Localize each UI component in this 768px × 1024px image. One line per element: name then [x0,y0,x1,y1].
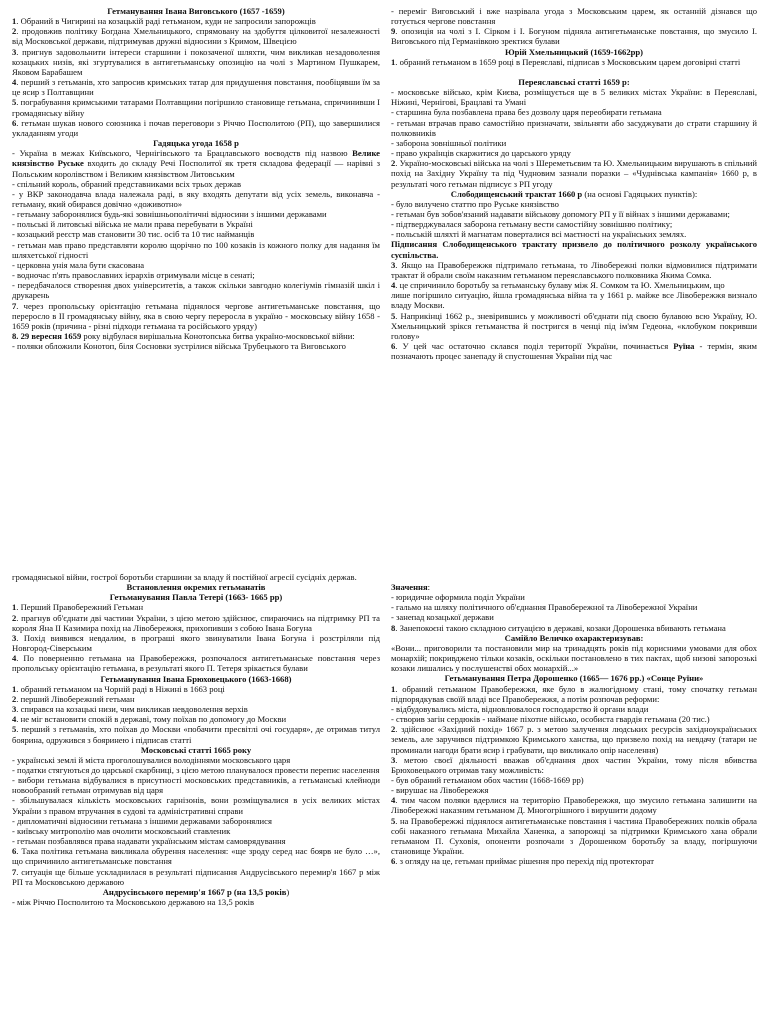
page-two-right-column [391,572,757,1024]
section-heading: Гетьманування Павла Тетері (1663- 1665 рр) [109,592,283,603]
item-text: . Якщо на Правобережжя підтримало гетьмана, то Лівобережні полки відмовилися підтримати трактат й обрали своїм наказним гетьманом переяславського полковника Якима Сомка. [391,259,757,280]
item-number: 3 [12,704,17,715]
paragraph: - гетьман був зобов'язаний надавати військову допомогу РП у її війнах з іншими державами; [391,208,730,219]
section-heading [391,673,757,683]
item-text: . обраний гетьманом в 1659 році в Переяславі, підписав з Московським царем договірні статті [395,56,741,67]
item-text: року відбулася вирішальна Конотопська битва україно-московської війни: [81,331,355,341]
section-heading: Встановлення окремих гетьманатів [126,582,266,593]
item-number: 5 [391,310,396,321]
section-heading: Гадяцька угода 1658 р [153,138,239,149]
paragraph: - юридичне оформила поділ України [391,592,525,603]
item-text: . перший Лівобережний гетьман [16,693,135,704]
numbered-paragraph [12,694,380,704]
item-text: . метою своєї діяльності вважав об'єднання двох частин України, тому після вбивства Брюховецького отримав таку можливість: [391,754,757,775]
item-text: . з огляду на це, гетьман приймає рішення про перехід під протекторат [395,856,654,867]
section-heading: Гетманування Івана Виговського (1657 -1659) [107,6,285,16]
section-heading: Переяславські статті 1659 р: [518,76,630,87]
numbered-paragraph [12,602,380,612]
item-number: 1 [12,602,17,613]
numbered-paragraph [12,714,380,724]
paragraph: - гетьман втрачав право самостійно призначати, звільняти або засуджувати до страти старшину й полковників [391,117,757,138]
item-text: . Така політика гетьмана викликала обурення населення: «ще зроду серед нас боярв не було …», що спричинило антигетьманське повстання [12,846,380,867]
numbered-paragraph [12,633,380,653]
paragraph: - було вилучено статтю про Руське князівство [391,198,559,209]
section-heading: Московські статті 1665 року [140,744,252,755]
paragraph: «Вони... приговорили та постановили мир на тринадцять років під корисними умовами для обох монархій; покривджено тільки козаків, оскільки постановлено в тих пактах, щоб низові запорозькі козаки лишались у послушенстві обох монархій...» [391,642,757,674]
item-number: 3 [12,632,17,643]
item-number: 2 [391,724,396,735]
paragraph: - старшина була позбавлена права без дозволу царя переобирати гетьмана [391,107,662,118]
item-number: 7 [12,866,17,877]
item-text: . тим часом поляки вдерлися на територію Правобережжя, що змусило гетьмана залишити на Лівобережжі наказним гетьманом Д. Многогрішного і вирушити додому [391,795,757,816]
item-text: . це спричинило боротьбу за гетьманську булаву між Я. Сомком та Ю. Хмельницьким, що [395,280,725,291]
item-lead: . 29 вересня 1659 [16,331,82,341]
item-number: 4 [12,77,17,88]
numbered-paragraph [391,795,757,815]
item-number: 1 [12,16,17,27]
paragraph: - право українців скаржитися до царського уряду [391,148,571,159]
text-run: (на основі Гадяцьких пунктів): [582,188,698,199]
paragraph: - гетьман позбавлявся права надавати українським містам самоврядування [12,836,286,847]
item-text: . Занепокоєні такою складною ситуацією в державі, козаки Дорошенка вбивають гетьмана [395,622,726,633]
paragraph: - польські й литовські війська не мали права перебувати в Україні [12,219,253,230]
text-run: Велике князівство Руське [12,148,380,169]
item-number: 6 [391,856,396,867]
numbered-paragraph [391,623,757,633]
text-run: 6 [391,341,396,351]
paragraph: - відбудовувались міста, відновлювалося господарство й органи влади [391,703,649,714]
paragraph: - московське військо, крім Києва, розміщується ще в 5 великих містах України: в Переяславі, Ніжині, Чернігові, Брацлаві та Умані [391,87,757,108]
section-heading [12,887,380,897]
numbered-paragraph [12,331,380,341]
paragraph: - передбачалося створення двох університетів, а також скільки завгодно колегіумів гімназій шкіл і друкарень [12,280,380,301]
item-text: . ситуація ще більше ускладнилася в результаті підписання Андрусівського перемир'я 1667 р між РП та Московською державою [12,866,380,887]
numbered-paragraph [12,47,380,77]
numbered-paragraph [391,684,757,704]
item-number: 6 [12,117,17,128]
item-number: 2 [12,693,17,704]
text-run: Значення [391,582,428,592]
numbered-paragraph [12,867,380,887]
numbered-paragraph [391,311,757,341]
item-text: . По поверненню гетьмана на Правобережжя, розпочалося антигетьманське повстання через пропольську орієнтацію гетьмана, в результаті якого П. Тетеря зрікається булави [12,653,380,674]
item-number: 4 [391,795,396,806]
page-one-left-column [12,6,380,558]
numbered-paragraph [12,846,380,866]
paragraph: - податки стягуються до царської скарбниці, з цією метою планувалося провести перепис населення [12,764,380,775]
item-number: 1 [12,683,17,694]
paragraph: - церковна унія мала бути скасована [12,259,145,270]
paragraph: - гальмо на шляху політичного об'єднання Правобережної та Лівобережної України [391,602,698,613]
item-text: . обраний гетьманом Правобережжя, яке було в жалюгідному стані, тому спочатку гетьман підпорядкував своїй владі все Правобережжя, а потім розпочав реформи: [391,683,757,704]
item-text: . перший з гетьманів, хто поїхав до Москви «побачити пресвітлі очі государя», де отримав титул боярина, одружився з бояринею і підписав статті [12,724,380,745]
text-run: Гетьманування Петра Дорошенко (1665— 1676 рр.) «Сонце Руїни» [444,673,704,684]
item-number: 5 [12,724,17,735]
paragraph: - переміг Виговський і вже назрівала угода з Московським царем, як останній дізнався що готується чергове повстання [391,6,757,27]
paragraph: - створив загін сердюків - наймане піхотне військо, особиста гвардія гетьмана (20 тис.) [391,714,710,725]
item-text: . гетьман шукав нового союзника і почав переговори з Річчю Посполитою (РП), що завершилися укладанням угоди [12,117,380,138]
numbered-paragraph [391,816,757,857]
text-run: входить до складу Речі Посполитої як третя складова федерації — нарівні з Польським королівством і Великим князівством Литовським [12,158,380,179]
item-number: 3 [12,46,17,57]
paragraph: - козацький реєстр мав становити 30 тис. осіб та 10 тис найманців [12,229,255,240]
paragraph: - київську митрополію мав очолити московський ставленик [12,825,231,836]
numbered-paragraph [391,57,757,67]
page-one-right-column [391,6,757,558]
numbered-paragraph [12,77,380,97]
item-text: . продовжив політику Богдана Хмельницького, спрямовану на здобуття цілковитої незалежності від Московської держави, підтримував дружні відносини з Кримом, Швецією [12,26,380,47]
paragraph: - польській шляхті й магнатам поверталися всі маєтності на українських землях. [391,229,687,240]
section-heading: Гетьманування Івана Брюховецького (1663-1668) [100,673,292,684]
section-heading [391,189,757,199]
item-number: 4 [12,714,17,725]
numbered-paragraph [391,158,757,188]
item-number: 2 [391,158,396,169]
numbered-paragraph [12,16,380,26]
item-text: . не міг встановити спокій в державі, тому поїхав по допомогу до Москви [16,714,287,725]
text-run: (на 13,5 років [233,886,287,897]
paragraph: - гетьман мав право представляти королю щорічно по 100 козаків із кожного полку для надання їм шляхетської гідності [12,239,380,260]
numbered-paragraph [391,280,757,290]
item-number: 2 [12,26,17,37]
paragraph: лише погіршило ситуацію, йшла громадянська війна та у 1661 р. майже все Лівобережжя визнало владу Москви. [391,290,757,311]
spacer [391,67,757,77]
item-text: . обраний гетьманом на Чорній раді в Ніжині в 1663 році [16,683,225,694]
text-run: Слободищенський трактат 1660 р [450,188,583,199]
page-one [0,6,768,561]
paragraph: - вибори гетьмана відбувалися в присутності московських представників, а гетьманські клейноди новообраний гетьман отримував від царя [12,775,380,796]
paragraph [391,341,757,361]
page-two [0,572,768,1024]
item-text: . перший з гетьманів, хто запросив кримських татар для придушення повстання, пообіцявши їм за це ясир з Полтавщини [12,77,380,98]
section-heading: Юрій Хмельницький (1659-1662рр) [504,46,644,57]
item-number: 5 [391,815,396,826]
paragraph: - занепад козацької держави [391,612,494,623]
item-number: 8 [12,331,17,341]
paragraph: - у ВКР законодавча влада належала раді, в яку входять депутати від усіх земель, виконавча - гетьману, який обирався довічно «доживотно» [12,188,380,209]
item-text: . Перший Правобережний Гетьман [16,602,144,613]
item-text: . опозиція на чолі з І. Сірком і І. Богуном підняла антигетьманське повстання, що змусило І. Виговського під Германівкою зректися булави [391,26,757,47]
text-run: . У цей час остаточно склався поділ території України, починається [395,341,674,351]
page-two-left-column [12,572,380,1024]
item-number: 1 [391,56,396,67]
item-text: . Наприкінці 1662 р., зневірившись у можливості об'єднати під своєю булавою всю Україну, Ю. Хмельницький зрікся гетьманства й постригся в ченці під ім'ям Гедеона, «клобуком покривши голову» [391,310,757,341]
item-number: 8 [391,622,396,633]
numbered-paragraph [391,856,757,866]
section-heading: Самійло Величко охарактеризував: [504,632,644,643]
item-number: 4 [391,280,396,291]
item-text: . спирався на козацькі низи, чим викликав невдоволення верхів [16,704,248,715]
paragraph: - українські землі й міста проголошувалися володіннями московського царя [12,754,291,765]
item-number: 3 [391,754,396,765]
numbered-paragraph [391,724,757,754]
item-text: . прагнув об'єднати дві частини України, з цією метою здійснює, спираючись на підтримку РП та короля Яна ІІ Казимира похід на Лівобережжя, прихопивши з собою Івана Богуна [12,612,380,633]
paragraph: - гетьману заборонялися будь-які зовнішньополітичні відносини з іншими державами [12,209,327,220]
item-number: 5 [12,97,17,108]
paragraph: - був обраний гетьманом обох частин (1668-1669 рр) [391,774,584,785]
paragraph: - поляки обложили Конотоп, біля Сосновки зустрілися війська Трубецького та Виговського [12,341,346,352]
item-text: . Україно-московські війська на чолі з Шереметьєвим та Ю. Хмельницьким вирушають в спільний похід на Західну Україну та під Чудновим зазнали поразки – «Чуднівська кампанія» 1660 р, в результаті чого гетьман підписує з РП угоду [391,158,757,189]
item-number: 9 [391,26,396,37]
paragraph: - водночас п'ять православних ієрархів отримували місце в сенаті; [12,270,255,281]
item-number: 1 [391,683,396,694]
numbered-paragraph [391,755,757,775]
item-text: . на Правобережжі піднялося антигетьманське повстання і частина Правобережних полків обрала собі наказного гетьмана Михайла Ханенка, а запорожці за підтримки Кримського хана обрали гетьманом П. Суховія, опоненти розпочали з Дорошенком боротьбу за владу, погіршуючи становище України. [391,815,757,857]
paragraph: - збільшувалася кількість московських гарнізонів, вони розміщувалися в усіх великих містах України з правом втручання в судові та адміністративні справи [12,795,380,816]
numbered-paragraph [12,26,380,46]
numbered-paragraph [391,26,757,46]
spacer [391,572,757,582]
paragraph [12,148,380,178]
numbered-paragraph [12,301,380,331]
numbered-paragraph [12,724,380,744]
numbered-paragraph [12,704,380,714]
numbered-paragraph [12,684,380,694]
numbered-paragraph [12,613,380,633]
item-text: . пограбування кримськими татарами Полтавщини погіршило становище гетьмана, спричинивши І громадянську війну [12,97,380,118]
item-text: . здійснює «Західний похід» 1667 р. з метою залучення людських ресурсів західноукраїнських земель, але заручився підтримкою Кримського ханства, що призвело похід на невдачу (татари не проминали нагоди брати ясир і грабувати, що викликало опір населення) [391,724,757,755]
text-run: Руїна [673,341,695,351]
text-run: Андрусівського перемир'я 1667 р [102,886,232,897]
text-run: - термін, яким позначають процес занепаду й спустошення України під час [391,341,757,362]
paragraph: - підтверджувалася заборона гетьману вести самостійну зовнішню політику; [391,219,673,230]
item-number: 3 [391,259,396,270]
paragraph: - вирушає на Лівобережжя [391,785,489,796]
text-run: - Україна в межах Київського, Чернігівського та Брацлавського воєводств під назвою [12,148,353,159]
item-text: . через пропольську орієнтацію гетьмана піднялося чергове антигетьманське повстання, що переросло в ІІ громадянську війну, яка в свою чергу переросла в україно - московську війну 1658 - 1659 років (причина - різні підходи гетьмана та російського уряду) [12,300,380,331]
paragraph: громадянської війни, гострої боротьби старшини за владу й постійної агресії сусідніх держав. [12,572,357,582]
text-run: : [427,582,431,592]
paragraph: - заборона зовнішньої політики [391,137,507,148]
item-text: . Обраний в Чигирині на козацькій раді гетьманом, куди не запросили запорожців [16,16,316,27]
text-run: ) [286,886,290,897]
numbered-paragraph [391,260,757,280]
item-text: . пригнув задовольнити інтереси старшини і покозаченої шляхти, чим викликав незадоволення козацьких низів, які згуртувалися в антигетьманську опозицію на чолі з Мартином Пушкарем, Яковом Барабашем [12,46,380,77]
item-number: 4 [12,653,17,664]
paragraph: - дипломатичні відносини гетьмана з іншими державами заборонялися [12,815,272,826]
numbered-paragraph [12,118,380,138]
paragraph: - між Річчю Посполитою та Московською державою на 13,5 років [12,897,255,907]
item-number: 2 [12,612,17,623]
numbered-paragraph [12,97,380,117]
item-text: . Похід виявився невдалим, в програші якого звинуватили Івана Богуна і розстріляли під Новгород-Сіверським [12,632,380,654]
bold-paragraph: Підписання Слободищенського трактату призвело до політичного розколу українського суспільства. [391,239,757,260]
item-number: 7 [12,300,17,311]
paragraph: - спільний король, обраний представниками всіх трьох держав [12,178,242,189]
paragraph [391,582,757,592]
item-number: 6 [12,846,17,857]
numbered-paragraph [12,653,380,673]
